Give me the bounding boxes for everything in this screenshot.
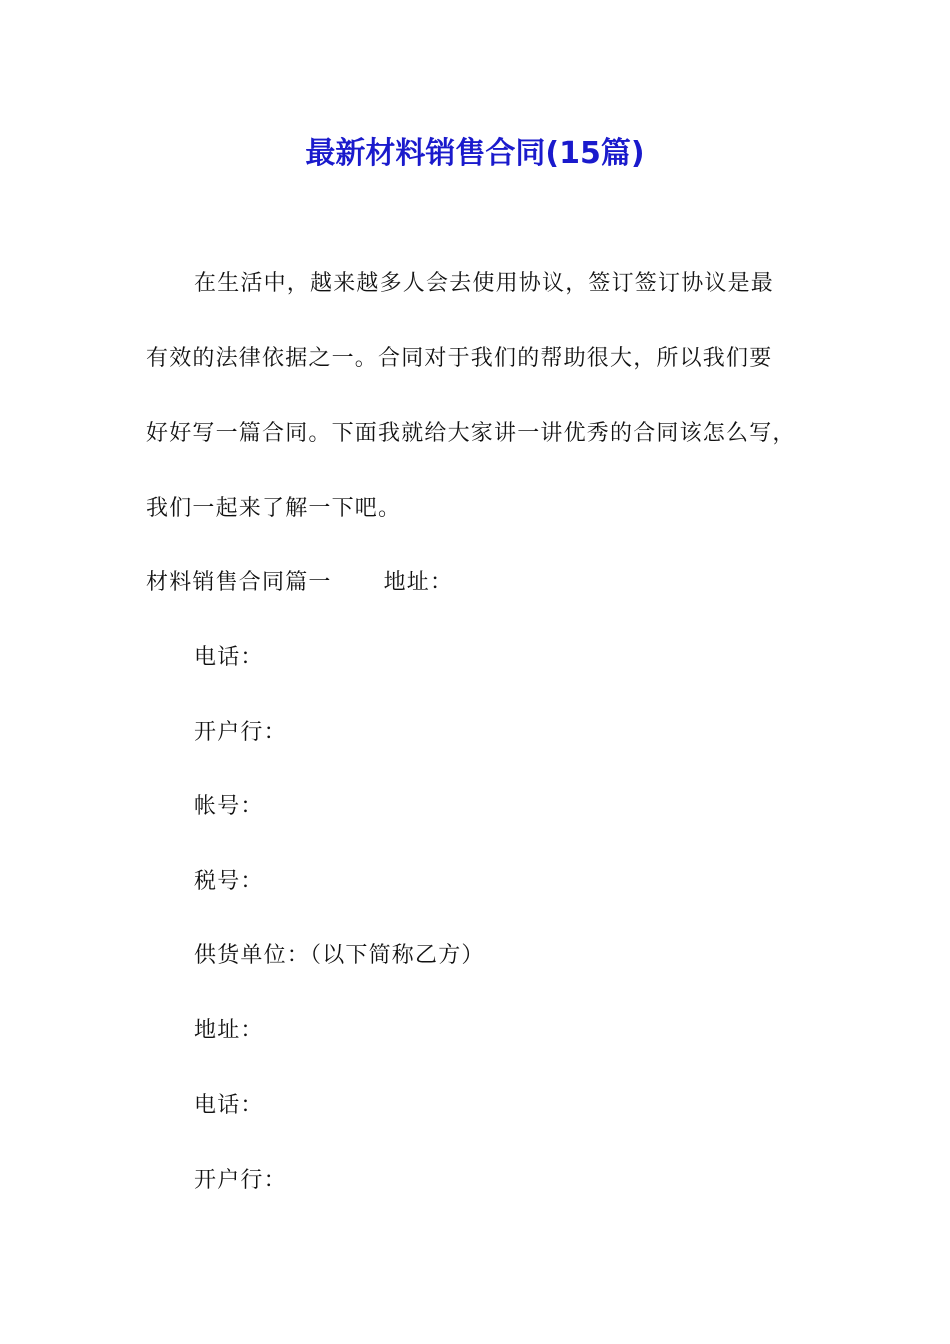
field-phone: 电话： xyxy=(194,645,264,670)
document-title: 最新材料销售合同(15篇) xyxy=(305,136,645,171)
field-supplier-bank: 开户行： xyxy=(194,1168,287,1193)
field-account: 帐号： xyxy=(194,794,264,819)
field-bank: 开户行： xyxy=(194,720,287,745)
intro-line-4: 我们一起来了解一下吧。 xyxy=(146,496,402,521)
intro-line-3: 好好写一篇合同。下面我就给大家讲一讲优秀的合同该怎么写， xyxy=(146,421,796,446)
intro-line-2: 有效的法律依据之一。合同对于我们的帮助很大，所以我们要 xyxy=(146,346,773,371)
field-supplier: 供货单位：（以下简称乙方） xyxy=(194,943,485,968)
section-heading-line xyxy=(146,567,453,599)
section-heading: 材料销售合同篇一 xyxy=(146,570,332,595)
field-tax-number: 税号： xyxy=(194,869,264,894)
field-supplier-phone: 电话： xyxy=(194,1093,264,1118)
field-supplier-address: 地址： xyxy=(194,1018,264,1043)
intro-line-1: 在生活中，越来越多人会去使用协议，签订签订协议是最 xyxy=(194,271,775,296)
address-field-label: 地址： xyxy=(383,570,454,595)
